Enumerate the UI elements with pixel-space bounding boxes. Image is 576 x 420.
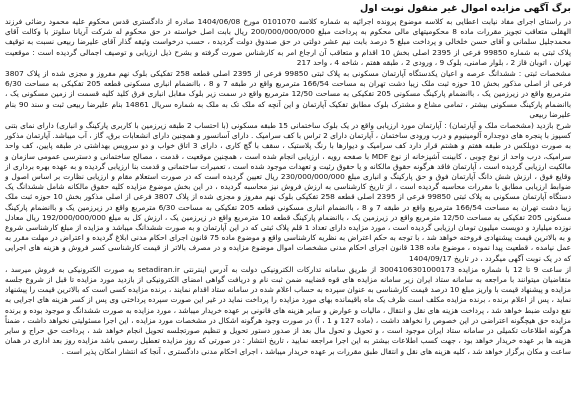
notice-paragraph-auction-terms: از ساعت 9 تا 12 با شماره مزایده 3004106301000173 از طریق سامانه تدارکات الکترونیکی دولت به آدرس اینترنتی setadiran.ir به صورت الکترونیکی به فروش میرسد ، متقاضیان میتوانند با مراجعه به سامانه ستاد ایران زیر سامانه مزایده های قوه قضاییه ضمن ثبت نام و دریافت گواهی امضای الکترونیکی از بازدید مورد مزایده تا قبل از شروع جلسه مزایده و پیشنهاد قیمت با واریز مبلغ 10 درصد قیمت کارشناسی به عنوان سپرده به حساب اعلام شده در سامانه ستاد اقدام نمایند ، برنده مزایده کسی است که بالاترین قیمت را پیشنهاد نماید ، پس از اعلام برنده ، برنده مزایده مکلف است ظرف یک ماه باقیمانده بهای مورد مزایده را پرداخت نماید در غیر این صورت سپرده پرداختی وی پس از کسر هزینه های اجرایی به نفع دولت ضبط خواهد شد ، پرداخت هزینه های نقل و انتقال ، مالیات و عوارض و سایر هزینه های قانونی بر عهده خریدار میباشد ، مورد مزایده به صورت ششدانگ و موجود بوده و برنده مزایده حق هیچگونه اعتراضی در این خصوص را نخواهد داشت ، (ماده 127 و 1 ، آ) در صورت وجود هرگونه اشکال در مشخصات مورد مزایده ، این اجرا مسئولیتی نخواهد داشت ، ضمناً هرگونه اطلاعات تکمیلی در سامانه ستاد ایران موجود است ، و تحویل و تحول مال بعد از صدور دستور تحویل و تنظیم صورتجلسه تحویل انجام خواهد شد ، پرداخت حق حراج و سایر هزینه ها بر عهده خریدار خواهد بود ، جهت کسب اطلاعات بیشتر به این اجرا مراجعه نمایید ، تاریخ انتشار : در صورتی که روز مزایده تعطیل رسمی باشد مزایده روز بعد اداری در همان ساعت و مکان برگزار خواهد شد ، کلیه هزینه های نقل و انتقال طبق مقررات بر عهده خریدار میباشد ، اجرای احکام مدنی دادگستری ، آنجا که انتشار امکان پذیر است . [5,264,572,356]
notice-title: برگ آگهی مزایده اموال غیر منقول نوبت اول [360,3,571,14]
notice-paragraph-case: در راستای اجرای مفاد نیابت اعطایی به کلاسه موضوع پرونده اجرائیه به شماره کلاسه 0101070 مورخ 1404/06/08 صادره از دادگستری قدس محکوم علیه محمود رضائی فرزند الهقلی متعاقب تجویز مقررات ماده 8 محکومیتهای مالی محکوم به پرداخت مبلغ 200/000/000/000 ریال بابت اصل خواسته در حق محکوم له شرکت آریانا سلوتز با وکالت آقای محمدجلیل سلمانی و آقای حسن خلخالی و پرداخت مبلغ 5 درصد بابت نیم عشر دولتی در حق صندوق دولت گردیده ، حسب درخواست وثیقه گذار آقای علیرضا ربیعی نسبت به توقیف پلاک ثبتی به شماره 99850 فرعی از 2395 اصلی بخش 10 اقدام و متعاقب آن ارجاع امر به کارشناس صورت گرفته و بشرح ذیل ارزیابی و توصیف اجمالی گردیده است : موقعیت تهران ، اتوبان قاز 2 ، بلوار صامنی، بلوک 9 ، ورودی 2 ، طبقه هفتم ، شاخه 4 ، واحد 217 [5,17,572,67]
notice-paragraph-registry-details: مشخصات ثبتی : ششدانگ عرصه و اعیان یکدستگاه آپارتمان مسکونی به پلاک ثبتی 99850 فرعی از 2395 اصلی قطعه 258 تفکیکی بلوک نهم مفروز و مجزی شده از پلاک 3807 فرعی از اصلی مذکور بخش 10 حوزه ثبت ملک زیبا دشت تهران به مساحت 166/54 مترمربع واقع در طبقه 7 و 8 ، باانضمام انباری مسکونی قطعه 205 تفکیکی به مساحت 6/30 مترمربع واقع در زیرزمین یک ، باانضمام پارکینگ مسکونی 205 تفکیکی به مساحت 12/50 مترمربع واقع در سمت زیر بلوک مقابل انباری فرق کلید کلیه قسمت از زمین مسکونی یک ، باانضمام پارکینگ مسکونی بیشتر ، تمامی مشاع و مشترک بلوک مطابق تفکیک آپارتمان و این آنچه که ملک تک به ملک به شماره سریال 14861 بنام علیرضا ربیعی ثبت و سند 90 بنام علیرضا ربیعی [5,69,572,119]
notice-paragraph-inspection: شرح بازدید (مشخصات ملک و آپارتمان) : آپارتمان مورد ارزیابی واقع در یک بلوک ساختمانی 15 طبقه مسکونی (با احتساب 2 طبقه زیرزمین با کاربری پارکینگ و انباری) دارای نمای بتنی کسپوز با پنجره های دوجداره آلومینیوم و درب ورودی ساختمان ، آپارتمان دارای 2 تراس با کف سرامیک . دارای آسانسور و همچنین دارای انشعابات برق، گاز ، آب میباشد. آپارتمان مذکور به صورت دوبلکس در طبقه هفتم و هشتم قرار دارد کف سرامیک و دیوارها با رنگ پلاستیک ، سقف با گچ کاری ، دارای 3 اتاق خواب و دو سرویس بهداشتی در طبقه پایین، کف واحد سرامیک، درب واحد از نوع چوبی ، کابینت آشپزخانه از نوع MDF با صفحه رویه ، ارزیابی انجام شده است ، همچنین موقعیت ، قدمت ، مصالح ساختمانی و دسترسی عمومی سازمان و مالکیت ارزیابی گردیده است ، آپارتمان فاقد هرگونه حقوق مالکانه و یا حقوق رئیت و تعهدات موجود شده است ، تعمیرات ساختمانی و قدمت بنا ارزیابی گردیده و به عهده بهره برداری از وقایع فوق ، ارزش شش دانگ آپارتمان فوق و حق پارکینگ و انباری مبلغ 230/000/000/000 ریال تعیین گردیده است که در صورت استعلام مقام و ارزیابی نظارت بر اساس اصول و ضوابط ارزیابی مطابق با مقررات محاسبه گردیده است ، از تاریخ کارشناسی به ارزش فروش نیز محاسبه گردیده ، در این بخش موضوع مزایده کلیه حقوق مالکانه شامل ششدانگ یک دستگاه آپارتمان مسکونی به پلاک ثبتی 99850 فرعی از 2395 اصلی قطعه 258 تفکیکی بلوک نهم مفروز و مجزی شده از پلاک 3807 فرعی از اصلی مذکور بخش 10 حوزه ثبت ملک زیبا دشت تهران به مساحت 166/54 مترمربع واقع در طبقه 7 و 8 ، باانضمام انباری مسکونی قطعه 205 تفکیکی به مساحت 6/30 مترمربع واقع در زیرزمین یک و باانضمام پارکینگ مسکونی 205 تفکیکی به مساحت 12/50 مترمربع واقع در زیرزمین یک ، باانضمام پارکینگ قطعه 10 مترمربع واقع در زیرزمین یک ، ارزش کل به مبلغ 192/000/000/000 ریال معادل نوزده میلیارد و دویست میلیون تومان ارزیابی گردیده است ، مورد مزایده دارای تعداد 1 قلم پلاک ثبتی که در این آپارتمان و به صورت ششدانگ میباشد و مزایده از مبلغ کارشناسی شروع و به بالاترین قیمت پیشنهادی فروخته خواهد شد ، با توجه به حکم اعتراض به نظریه کارشناسی واقع و موضوع ماده 75 قانون اجرای احکام مدنی ابلاغ گردیده و اعتراض در مهلت مقرر به عمل نیامده ، قطعیت پیدا نموده ، موضوع ماده 138 قانون اجرای احکام مدنی مشخصات اموال موضوع مزایده و در مصرف بالاتر از قیمت کارشناسی کسر فروش و هزینه های اجرایی که در یک نوبت آگهی میگردد ، در تاریخ 1404/09/17 [5,121,572,263]
